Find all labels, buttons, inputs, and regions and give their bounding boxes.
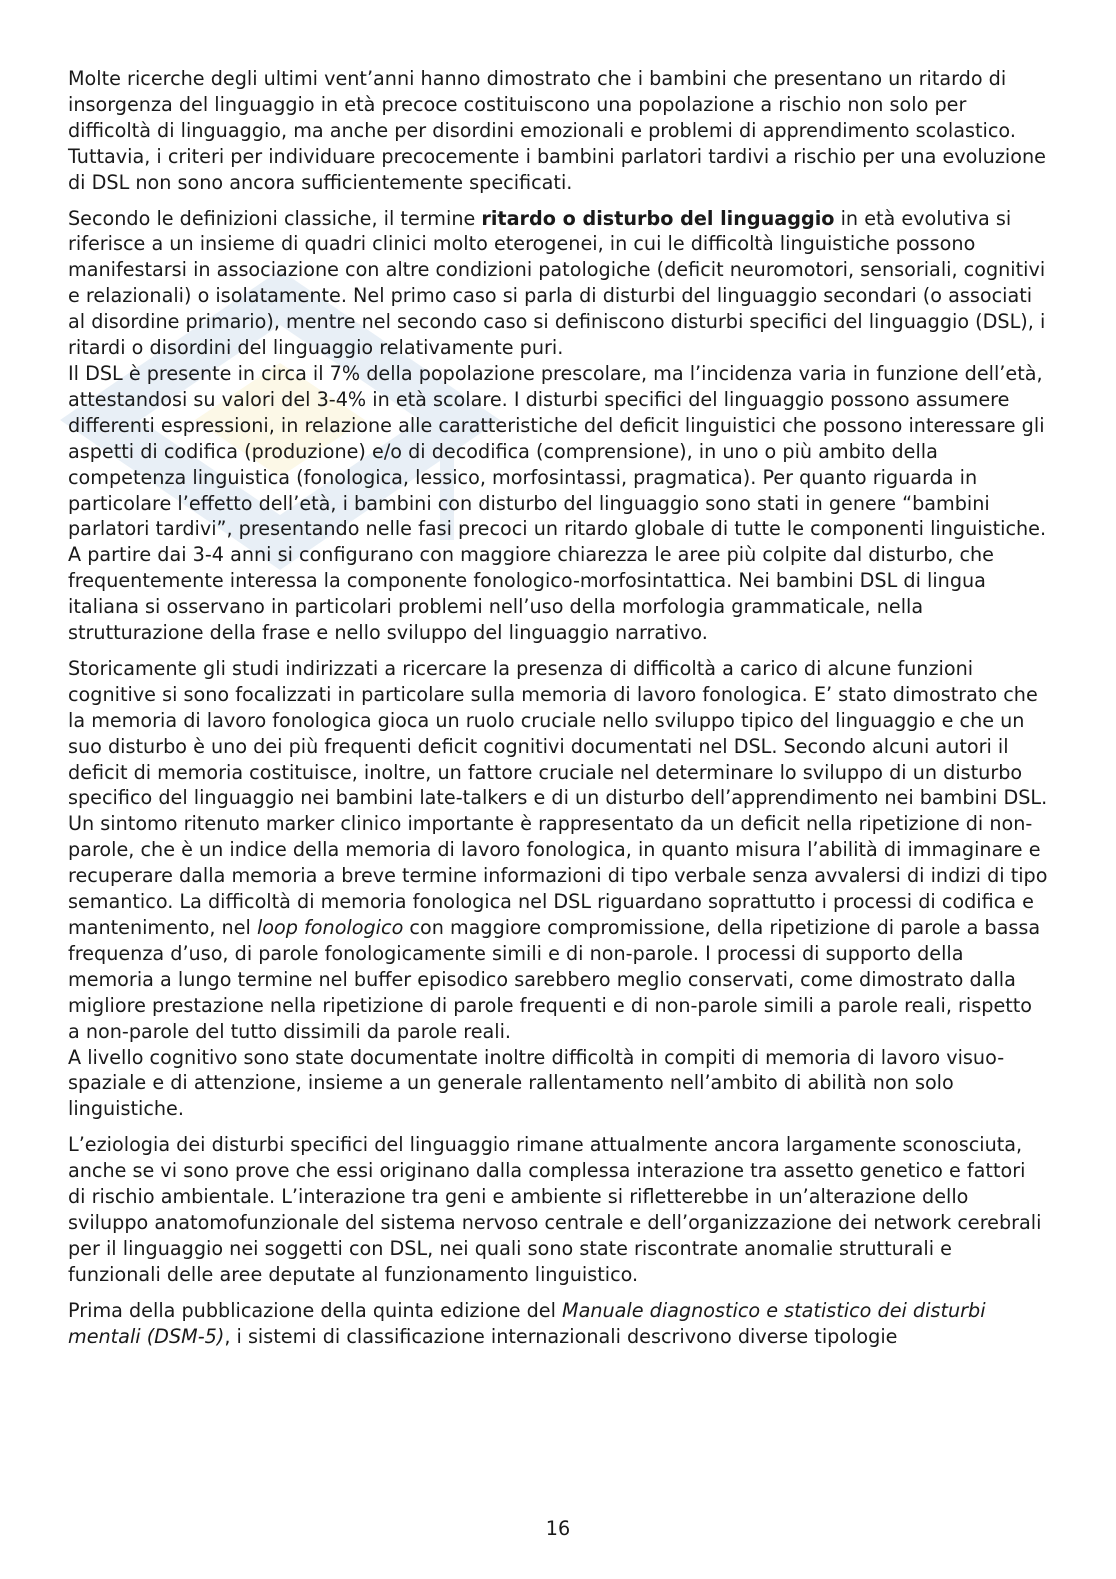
paragraph-definitions-bold-term: ritardo o disturbo del linguaggio: [481, 206, 835, 230]
paragraph-prevalence-text: Il DSL è presente in circa il 7% della popolazione prescolare, ma l’incidenza varia in funzione dell’età, attestandosi su valori del 3-4% in età scolare. I disturbi specifici del linguaggio possono assumere differenti espressioni, in relazione alle caratteristiche del deficit linguistici che possono interessare gli aspetti di codifica (produzione) e/o di decodifica (comprensione), in uno o più ambito della competenza linguistica (fonologica, lessico, morfosintassi, pragmatica). Per quanto riguarda in particolare l’effetto dell’età, i bambini con disturbo del linguaggio sono stati in genere “bambini parlatori tardivi”, presentando nelle fasi precoci un ritardo globale di tutte le componenti linguistiche. A partire dai 3-4 anni si configurano con maggiore chiarezza le aree più colpite dal disturbo, che frequentemente interessa la componente fonologico-morfosintattica. Nei bambini DSL di lingua italiana si osservano in particolari problemi nell’uso della morfologia grammaticale, nella strutturazione della frase e nello sviluppo del linguaggio narrativo.: [68, 361, 1047, 645]
paragraph-dsm5-italic-title: Manuale diagnostico e statistico dei disturbi mentali (DSM-5): [68, 1298, 986, 1348]
paragraph-intro: [68, 66, 1048, 196]
paragraph-dsm5-before: Prima della pubblicazione della quinta edizione del: [68, 1298, 563, 1322]
paragraph-etiology-text: L’eziologia dei disturbi specifici del linguaggio rimane attualmente ancora largamente sconosciuta, anche se vi sono prove che essi originano dalla complessa interazione tra assetto genetico e fattori di rischio ambientale. L’interazione tra geni e ambiente si rifletterebbe in un’alterazione dello sviluppo anatomofunzionale del sistema nervoso centrale e dell’organizzazione dei network cerebrali per il linguaggio nei soggetti con DSL, nei quali sono state riscontrate anomalie strutturali e funzionali delle aree deputate al funzionamento linguistico.: [68, 1133, 1042, 1286]
paragraph-clinical-marker-after: con maggiore compromissione, della ripetizione di parole a bassa frequenza d’uso, di parole fonologicamente simili e di non-parole. I processi di supporto della memoria a lungo termine nel buffer episodico sarebbero meglio conservati, come dimostrato dalla migliore prestazione nella ripetizione di parole frequenti e di non-parole simili a parole reali, rispetto a non-parole del tutto dissimili da parole reali.: [68, 916, 1041, 1043]
paragraph-intro-text: Molte ricerche degli ultimi vent’anni hanno dimostrato che i bambini che presentano un ritardo di insorgenza del linguaggio in età precoce costituiscono una popolazione a rischio non solo per difficoltà di linguaggio, ma anche per disordini emozionali e problemi di apprendimento scolastico. Tuttavia, i criteri per individuare precocemente i bambini parlatori tardivi a rischio per una evoluzione di DSL non sono ancora sufficientemente specificati.: [68, 67, 1046, 194]
paragraph-dsm5: [68, 1298, 1048, 1350]
paragraph-cognitive-level: [68, 1045, 1048, 1123]
paragraph-definitions-after: in età evolutiva si riferisce a un insieme di quadri clinici molto eterogenei, in cui le difficoltà linguistiche possono manifestarsi in associazione con altre condizioni patologiche (deficit neuromotori, sensoriali, cognitivi e relazionali) o isolatamente. Nel primo caso si parla di disturbi del linguaggio secondari (o associati al disordine primario), mentre nel secondo caso si definiscono disturbi specifici del linguaggio (DSL), i ritardi o disordini del linguaggio relativamente puri.: [68, 206, 1046, 360]
paragraph-clinical-marker-italic-term: loop fonologico: [256, 916, 404, 939]
paragraph-dsm5-after: , i sistemi di classificazione internazionali descrivono diverse tipologie: [224, 1324, 898, 1348]
paragraph-prevalence: [68, 361, 1048, 646]
paragraph-definitions: [68, 206, 1048, 361]
paragraph-cognitive-level-text: A livello cognitivo sono state documentate inoltre difficoltà in compiti di memoria di lavoro visuo-spaziale e di attenzione, insieme a un generale rallentamento nell’ambito di abilità non solo linguistiche.: [68, 1045, 1005, 1121]
page-number: 16: [545, 1517, 571, 1540]
paragraph-etiology: [68, 1132, 1048, 1287]
paragraph-clinical-marker: [68, 811, 1048, 1044]
paragraph-working-memory-text: Storicamente gli studi indirizzati a ricercare la presenza di difficoltà a carico di alcune funzioni cognitive si sono focalizzati in particolare sulla memoria di lavoro fonologica. E’ stato dimostrato che la memoria di lavoro fonologica gioca un ruolo cruciale nello sviluppo tipico del linguaggio e che un suo disturbo è uno dei più frequenti deficit cognitivi documentati nel DSL. Secondo alcuni autori il deficit di memoria costituisce, inoltre, un fattore cruciale nel determinare lo sviluppo di un disturbo specifico del linguaggio nei bambini late-talkers e di un disturbo dell’apprendimento nei bambini DSL.: [68, 656, 1048, 810]
paragraph-definitions-before: Secondo le definizioni classiche, il termine: [68, 206, 482, 230]
paragraph-clinical-marker-before: Un sintomo ritenuto marker clinico importante è rappresentato da un deficit nella ripetizione di non-parole, che è un indice della memoria di lavoro fonologica, in quanto misura l’abilità di immaginare e recuperare dalla memoria a breve termine informazioni di tipo verbale senza avvalersi di indizi di tipo semantico. La difficoltà di memoria fonologica nel DSL riguardano soprattutto i processi di codifica e mantenimento, nel: [68, 812, 1048, 939]
document-body: [68, 66, 1048, 1350]
paragraph-working-memory: [68, 656, 1048, 811]
